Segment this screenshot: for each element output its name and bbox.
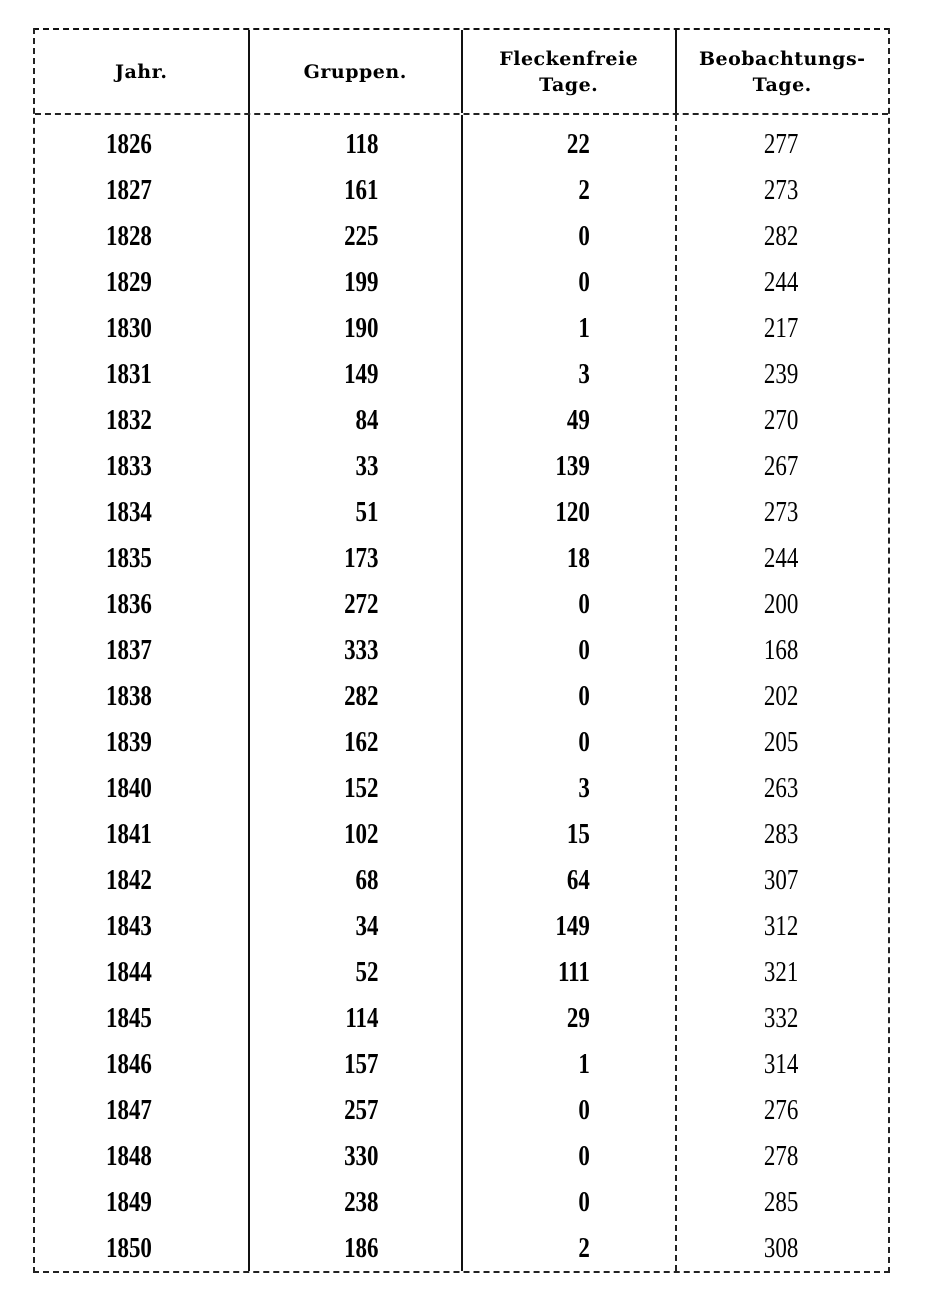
cell-gruppen: 190 bbox=[343, 313, 379, 344]
cell-jahr: 1827 bbox=[105, 175, 152, 206]
cell-jahr: 1850 bbox=[105, 1233, 152, 1264]
cell-gruppen: 162 bbox=[343, 727, 379, 758]
cell-fleckenfreie-tage: 29 bbox=[566, 1003, 590, 1034]
cell-beobachtungs-tage: 217 bbox=[763, 313, 798, 344]
cell-fleckenfreie-tage: 0 bbox=[578, 1095, 590, 1126]
table-body bbox=[35, 115, 888, 1271]
column-fleckenfreie-tage bbox=[461, 115, 675, 1271]
cell-fleckenfreie-tage: 111 bbox=[557, 957, 590, 988]
cell-fleckenfreie-tage: 2 bbox=[578, 175, 590, 206]
cell-beobachtungs-tage: 263 bbox=[763, 773, 798, 804]
column-gruppen bbox=[248, 115, 462, 1271]
cell-jahr: 1829 bbox=[105, 267, 152, 298]
cell-jahr: 1843 bbox=[105, 911, 152, 942]
cell-fleckenfreie-tage: 22 bbox=[566, 129, 590, 160]
cell-gruppen: 52 bbox=[355, 957, 379, 988]
cell-beobachtungs-tage: 168 bbox=[763, 635, 798, 666]
cell-jahr: 1842 bbox=[105, 865, 152, 896]
cell-beobachtungs-tage: 244 bbox=[763, 543, 798, 574]
cell-beobachtungs-tage: 308 bbox=[763, 1233, 798, 1264]
cell-gruppen: 225 bbox=[343, 221, 379, 252]
cell-beobachtungs-tage: 314 bbox=[763, 1049, 798, 1080]
cell-beobachtungs-tage: 200 bbox=[763, 589, 798, 620]
cell-fleckenfreie-tage: 139 bbox=[555, 451, 590, 482]
cell-fleckenfreie-tage: 0 bbox=[578, 1141, 590, 1172]
cell-gruppen: 330 bbox=[343, 1141, 379, 1172]
cell-beobachtungs-tage: 278 bbox=[763, 1141, 798, 1172]
cell-fleckenfreie-tage: 0 bbox=[578, 727, 590, 758]
cell-fleckenfreie-tage: 0 bbox=[578, 589, 590, 620]
cell-jahr: 1841 bbox=[105, 819, 152, 850]
header-jahr bbox=[35, 30, 248, 113]
cell-beobachtungs-tage: 277 bbox=[763, 129, 798, 160]
cell-beobachtungs-tage: 273 bbox=[763, 497, 798, 528]
header-gruppen bbox=[248, 30, 462, 113]
column-jahr bbox=[35, 115, 248, 1271]
header-gruppen-label: Gruppen. bbox=[303, 60, 407, 83]
header-fleckenfreie-tage bbox=[461, 30, 675, 113]
cell-fleckenfreie-tage: 15 bbox=[566, 819, 590, 850]
header-beobachtungs-tage bbox=[675, 30, 889, 113]
table-header bbox=[35, 30, 888, 115]
cell-jahr: 1845 bbox=[105, 1003, 152, 1034]
cell-jahr: 1844 bbox=[105, 957, 152, 988]
cell-fleckenfreie-tage: 49 bbox=[566, 405, 590, 436]
cell-jahr: 1837 bbox=[105, 635, 152, 666]
cell-beobachtungs-tage: 285 bbox=[763, 1187, 798, 1218]
cell-beobachtungs-tage: 282 bbox=[763, 221, 798, 252]
cell-jahr: 1833 bbox=[105, 451, 152, 482]
cell-gruppen: 157 bbox=[343, 1049, 379, 1080]
cell-beobachtungs-tage: 307 bbox=[763, 865, 798, 896]
cell-fleckenfreie-tage: 0 bbox=[578, 1187, 590, 1218]
cell-beobachtungs-tage: 270 bbox=[763, 405, 798, 436]
cell-gruppen: 333 bbox=[343, 635, 379, 666]
cell-fleckenfreie-tage: 0 bbox=[578, 635, 590, 666]
cell-beobachtungs-tage: 267 bbox=[763, 451, 798, 482]
cell-gruppen: 34 bbox=[355, 911, 379, 942]
cell-gruppen: 272 bbox=[343, 589, 379, 620]
cell-beobachtungs-tage: 321 bbox=[763, 957, 798, 988]
cell-beobachtungs-tage: 239 bbox=[763, 359, 798, 390]
cell-fleckenfreie-tage: 0 bbox=[578, 221, 590, 252]
column-beobachtungs-tage bbox=[675, 115, 889, 1271]
cell-gruppen: 186 bbox=[343, 1233, 379, 1264]
cell-fleckenfreie-tage: 149 bbox=[555, 911, 590, 942]
cell-jahr: 1834 bbox=[105, 497, 152, 528]
cell-jahr: 1849 bbox=[105, 1187, 152, 1218]
cell-fleckenfreie-tage: 1 bbox=[578, 1049, 590, 1080]
cell-gruppen: 68 bbox=[355, 865, 379, 896]
cell-jahr: 1848 bbox=[105, 1141, 152, 1172]
cell-jahr: 1846 bbox=[105, 1049, 152, 1080]
cell-jahr: 1832 bbox=[105, 405, 152, 436]
sunspot-table bbox=[33, 28, 890, 1273]
cell-fleckenfreie-tage: 64 bbox=[566, 865, 590, 896]
header-fleckenfreie-line2: Tage. bbox=[539, 73, 599, 96]
cell-gruppen: 102 bbox=[343, 819, 379, 850]
cell-jahr: 1828 bbox=[105, 221, 152, 252]
header-beobachtungs-line1: Beobachtungs- bbox=[698, 47, 866, 70]
cell-gruppen: 282 bbox=[343, 681, 379, 712]
cell-gruppen: 199 bbox=[343, 267, 379, 298]
cell-jahr: 1835 bbox=[105, 543, 152, 574]
cell-jahr: 1830 bbox=[105, 313, 152, 344]
cell-jahr: 1839 bbox=[105, 727, 152, 758]
header-fleckenfreie-line1: Fleckenfreie bbox=[499, 47, 639, 70]
cell-fleckenfreie-tage: 0 bbox=[578, 681, 590, 712]
cell-gruppen: 257 bbox=[343, 1095, 379, 1126]
cell-gruppen: 149 bbox=[343, 359, 379, 390]
cell-gruppen: 114 bbox=[344, 1003, 379, 1034]
cell-beobachtungs-tage: 273 bbox=[763, 175, 798, 206]
cell-fleckenfreie-tage: 18 bbox=[566, 543, 590, 574]
cell-jahr: 1838 bbox=[105, 681, 152, 712]
cell-jahr: 1847 bbox=[105, 1095, 152, 1126]
cell-gruppen: 51 bbox=[355, 497, 379, 528]
cell-gruppen: 173 bbox=[343, 543, 379, 574]
cell-beobachtungs-tage: 283 bbox=[763, 819, 798, 850]
cell-jahr: 1831 bbox=[105, 359, 152, 390]
cell-gruppen: 118 bbox=[344, 129, 379, 160]
cell-gruppen: 161 bbox=[343, 175, 379, 206]
cell-beobachtungs-tage: 312 bbox=[763, 911, 798, 942]
cell-beobachtungs-tage: 276 bbox=[763, 1095, 798, 1126]
cell-fleckenfreie-tage: 3 bbox=[578, 359, 590, 390]
cell-fleckenfreie-tage: 0 bbox=[578, 267, 590, 298]
cell-fleckenfreie-tage: 2 bbox=[578, 1233, 590, 1264]
cell-jahr: 1826 bbox=[105, 129, 152, 160]
cell-fleckenfreie-tage: 120 bbox=[555, 497, 590, 528]
header-beobachtungs-line2: Tage. bbox=[752, 73, 812, 96]
cell-gruppen: 33 bbox=[355, 451, 379, 482]
cell-jahr: 1836 bbox=[105, 589, 152, 620]
header-jahr-label: Jahr. bbox=[115, 60, 168, 83]
cell-beobachtungs-tage: 244 bbox=[763, 267, 798, 298]
cell-fleckenfreie-tage: 3 bbox=[578, 773, 590, 804]
cell-beobachtungs-tage: 205 bbox=[763, 727, 798, 758]
cell-gruppen: 152 bbox=[343, 773, 379, 804]
cell-gruppen: 84 bbox=[355, 405, 379, 436]
cell-beobachtungs-tage: 332 bbox=[763, 1003, 798, 1034]
cell-fleckenfreie-tage: 1 bbox=[578, 313, 590, 344]
cell-beobachtungs-tage: 202 bbox=[763, 681, 798, 712]
cell-gruppen: 238 bbox=[343, 1187, 379, 1218]
cell-jahr: 1840 bbox=[105, 773, 152, 804]
